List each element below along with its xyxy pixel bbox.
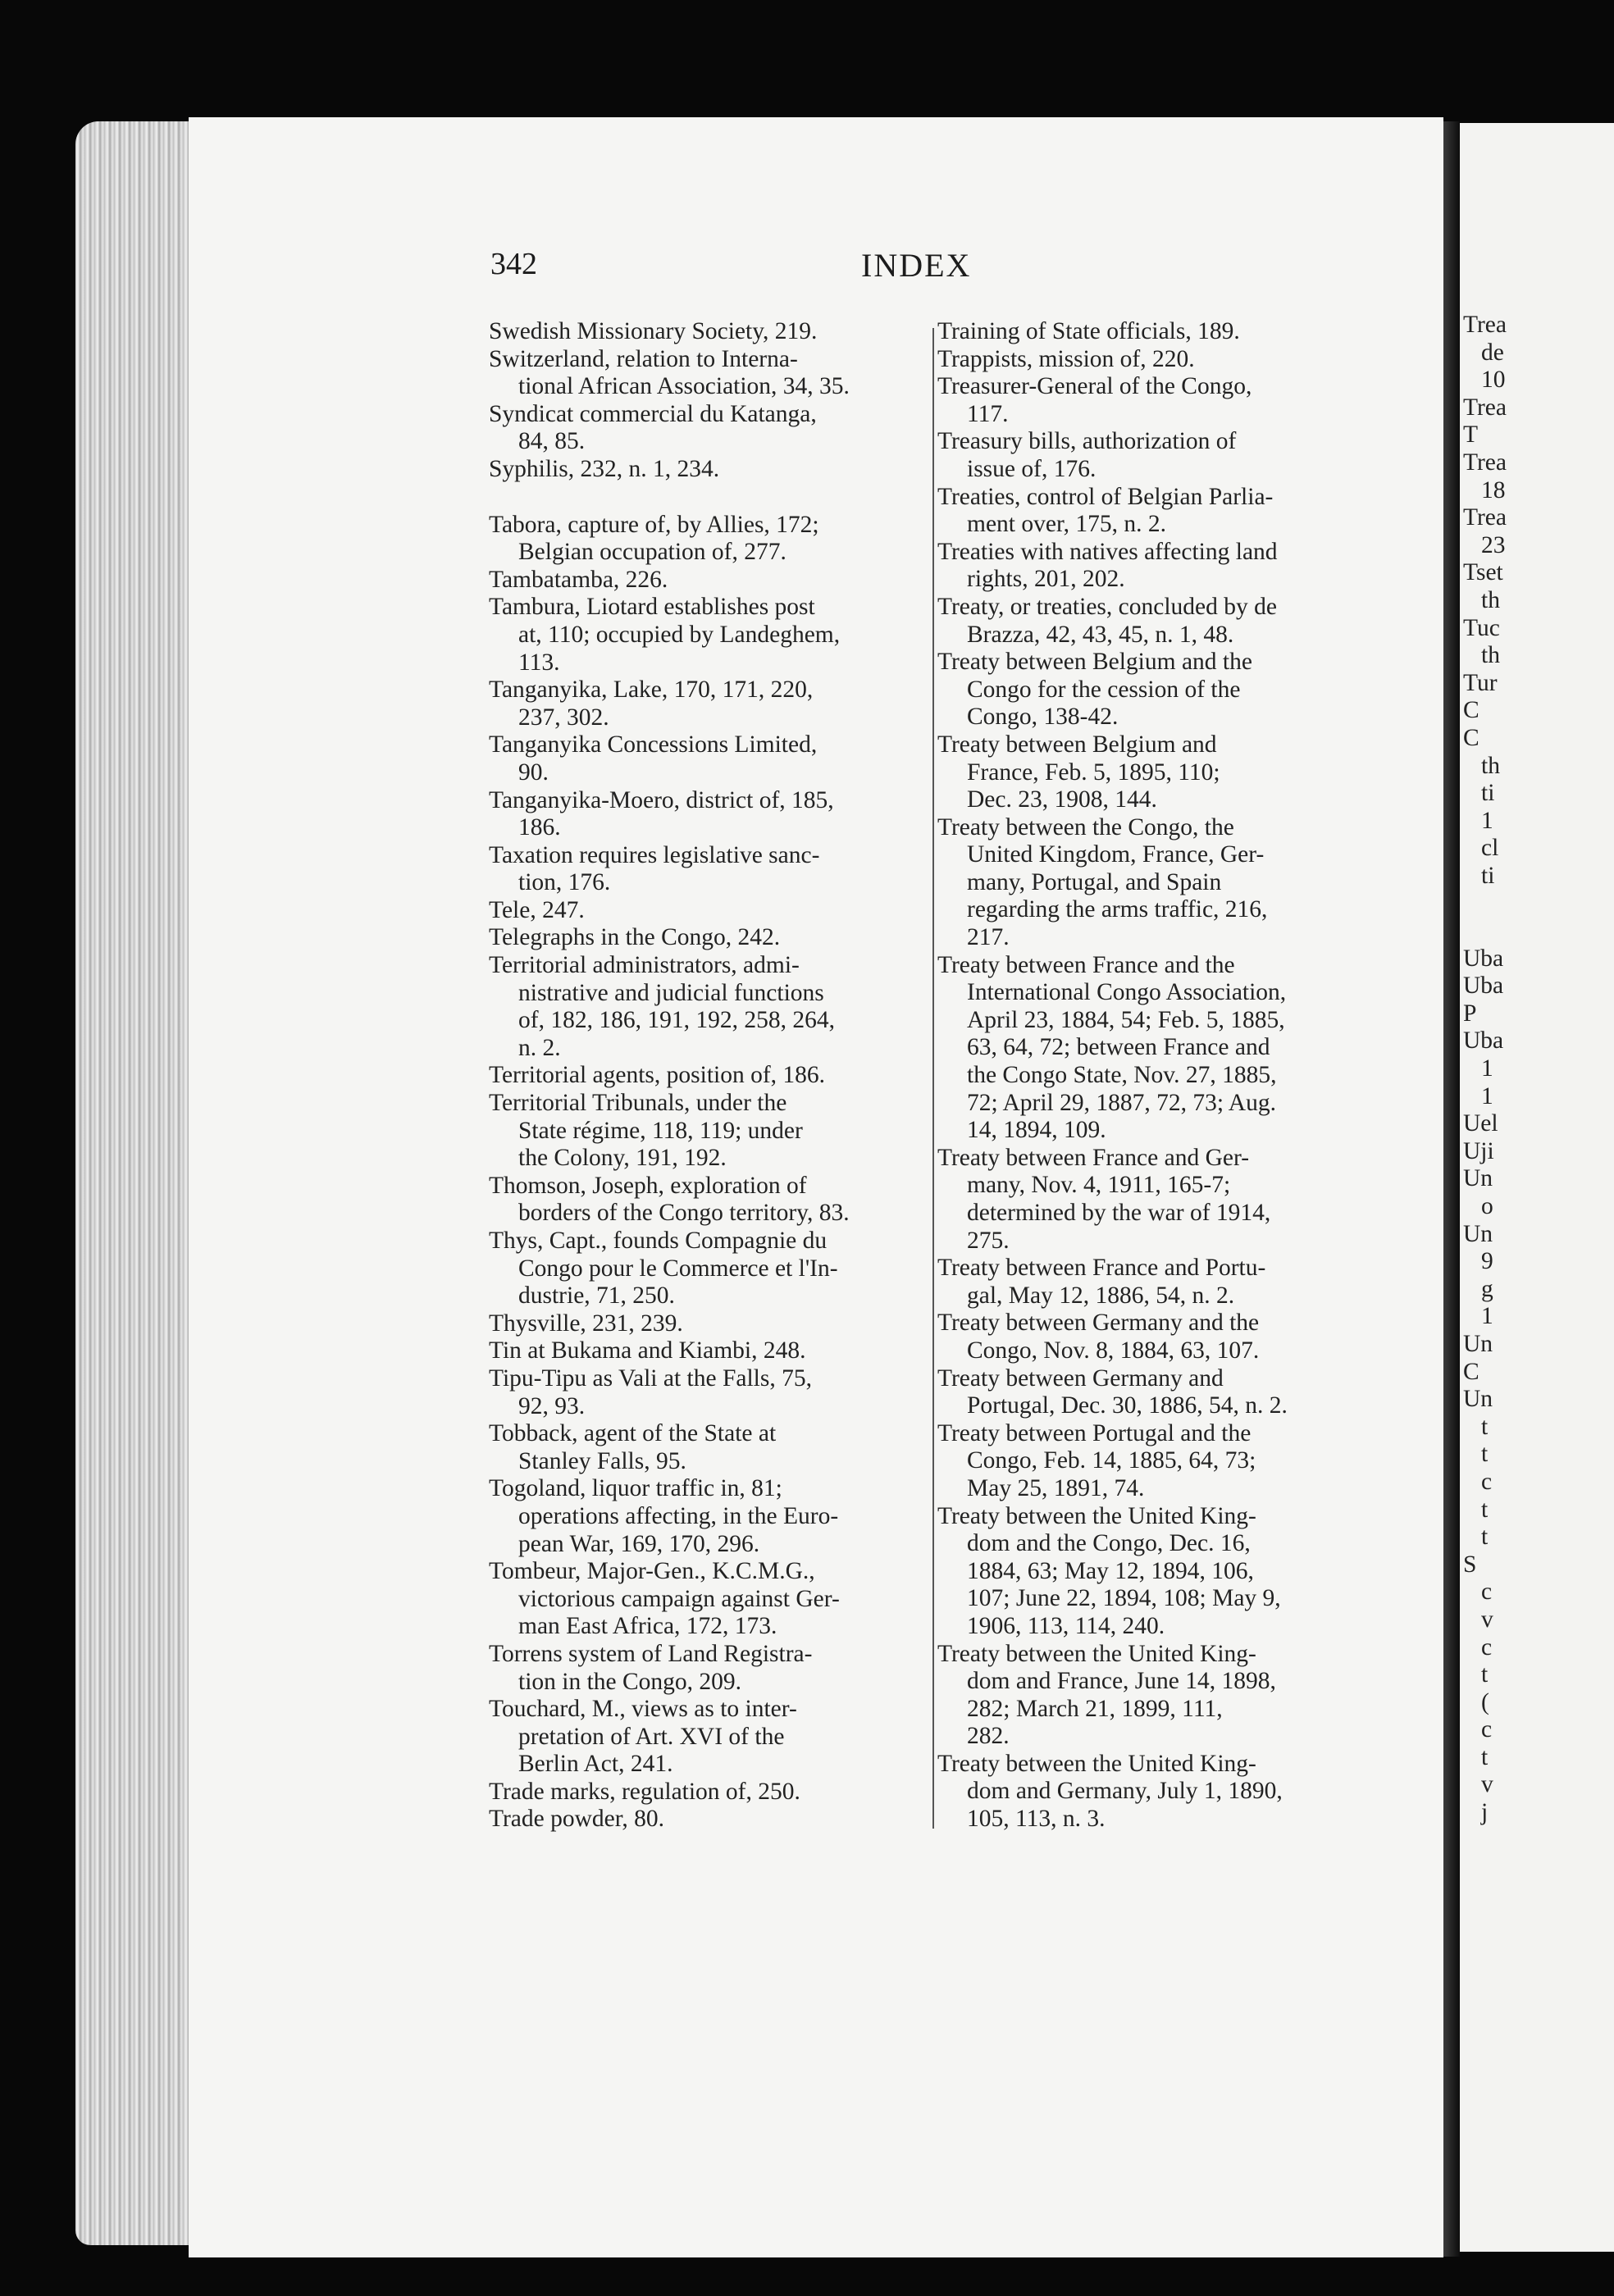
facing-page-line	[1463, 890, 1507, 918]
facing-page-line: t	[1481, 1661, 1489, 1688]
index-entry: Togoland, liquor traffic in, 81; operations affecting, in the Euro- pean War, 169, 170, 296.	[489, 1475, 839, 1557]
index-entry: Thys, Capt., founds Compagnie du Congo pour le Commerce et l'In- dustrie, 71, 250.	[489, 1228, 838, 1310]
facing-page-line: Tuc	[1463, 614, 1500, 641]
index-column-right	[937, 318, 1361, 1834]
facing-page-line: t	[1481, 1441, 1489, 1468]
index-entry: Territorial Tribunals, under the State régime, 118, 119; under the Colony, 191, 192.	[489, 1090, 803, 1172]
index-entry: Thomson, Joseph, exploration of borders of the Congo territory, 83.	[489, 1172, 850, 1227]
facing-page-line: Tur	[1463, 669, 1498, 696]
letter-section-gap	[489, 484, 907, 512]
index-entry: Torrens system of Land Registra- tion in the Congo, 209.	[489, 1640, 813, 1695]
index-entry: Treaty between France and Ger- many, Nov. 4, 1911, 165-7; determined by the war of 1914, 275.	[937, 1144, 1271, 1254]
facing-page-line: Un	[1463, 1330, 1493, 1357]
index-entry: Tambatamba, 226.	[489, 566, 668, 593]
facing-page-line: th	[1481, 752, 1500, 779]
index-entry: Tombeur, Major-Gen., K.C.M.G., victorious campaign against Ger- man East Africa, 172, 173.	[489, 1558, 840, 1640]
index-entry: Tin at Bukama and Kiambi, 248.	[489, 1337, 806, 1364]
index-entry: Treaty between France and the International Congo Association, April 23, 1884, 54; Feb. 5, 1885, 63, 64, 72; between France and the Congo State, Nov. 27, 1885, 72; April 29, 1887, 72, 73; Aug. 14, 1894, 109.	[937, 951, 1287, 1144]
facing-page-line: Uba	[1463, 945, 1504, 972]
index-entry: Territorial administrators, admi- nistrative and judicial functions of, 182, 186, 191, 192, 258, 264, n. 2.	[489, 952, 835, 1061]
index-entry: Telegraphs in the Congo, 242.	[489, 924, 781, 951]
index-column-left	[489, 318, 907, 1834]
index-entry: Touchard, M., views as to inter- pretation of Art. XVI of the Berlin Act, 241.	[489, 1696, 797, 1778]
facing-page-line: ti	[1481, 862, 1495, 889]
index-entry: Thysville, 231, 239.	[489, 1310, 683, 1337]
index-entry: Treaty between the United King- dom and the Congo, Dec. 16, 1884, 63; May 12, 1894, 106, 107; June 22, 1894, 108; May 9, 1906, 113, 114, 240.	[937, 1502, 1281, 1639]
facing-page-line: v	[1481, 1606, 1493, 1633]
facing-page-line: Tset	[1463, 559, 1503, 586]
facing-page-line: c	[1481, 1633, 1493, 1660]
facing-page-line: S	[1463, 1551, 1477, 1578]
index-entry: Treaty between Belgium and the Congo for the cession of the Congo, 138-42.	[937, 649, 1252, 731]
index-entry: Treaty between Germany and the Congo, Nov. 8, 1884, 63, 107.	[937, 1310, 1260, 1364]
facing-page-line: Un	[1463, 1386, 1493, 1413]
index-entry: Tipu-Tipu as Vali at the Falls, 75, 92, 93.	[489, 1364, 812, 1419]
facing-page-line: v	[1481, 1771, 1493, 1798]
index-entry: Territorial agents, position of, 186.	[489, 1062, 826, 1089]
running-head: INDEX	[861, 247, 972, 284]
index-entry: Tambura, Liotard establishes post at, 110; occupied by Landeghem, 113.	[489, 594, 841, 676]
facing-page-line: j	[1481, 1799, 1489, 1826]
facing-page-line: t	[1481, 1743, 1489, 1770]
index-entry: Tele, 247.	[489, 896, 585, 923]
facing-page-line: th	[1481, 642, 1500, 669]
index-entry: Treaty between France and Portu- gal, May 12, 1886, 54, n. 2.	[937, 1255, 1266, 1309]
facing-page-line: th	[1481, 586, 1500, 613]
index-entry: Treaty between the United King- dom and France, June 14, 1898, 282; March 21, 1899, 111, 282.	[937, 1640, 1276, 1750]
facing-page-line: de	[1481, 339, 1504, 366]
page-edges	[75, 121, 198, 2245]
facing-page-line: Trea	[1463, 394, 1507, 421]
index-entry: Swedish Missionary Society, 219.	[489, 318, 818, 344]
facing-page-line: Trea	[1463, 449, 1507, 476]
index-entry: Training of State officials, 189.	[937, 318, 1240, 344]
facing-page-text-fragment	[1463, 312, 1507, 1827]
index-entry: Switzerland, relation to Interna- tional African Association, 34, 35.	[489, 345, 850, 400]
facing-page-line: cl	[1481, 835, 1499, 862]
facing-page-line: Uba	[1463, 973, 1504, 1000]
index-entry: Syndicat commercial du Katanga, 84, 85.	[489, 400, 817, 455]
facing-page-line: c	[1481, 1468, 1493, 1495]
facing-page-line: 9	[1481, 1248, 1493, 1275]
facing-page-line: o	[1481, 1193, 1493, 1219]
index-entry: Tobback, agent of the State at Stanley Falls, 95.	[489, 1420, 777, 1474]
index-entry: Treaty between the Congo, the United Kingdom, France, Ger- many, Portugal, and Spain regarding the arms traffic, 216, 217.	[937, 813, 1268, 951]
facing-page-line: Uba	[1463, 1027, 1504, 1055]
index-entry: Taxation requires legislative sanc- tion, 176.	[489, 841, 820, 896]
index-entry: Tanganyika-Moero, district of, 185, 186.	[489, 786, 834, 841]
index-entry: Tanganyika, Lake, 170, 171, 220, 237, 302.	[489, 676, 814, 731]
facing-page-line: Un	[1463, 1220, 1493, 1247]
facing-page-line: (	[1481, 1688, 1489, 1715]
facing-page-line: t	[1481, 1413, 1489, 1440]
facing-page-line: 1	[1481, 807, 1493, 834]
index-entry: Treaty, or treaties, concluded by de Brazza, 42, 43, 45, n. 1, 48.	[937, 593, 1277, 648]
facing-page	[1460, 123, 1614, 2252]
index-entry: Treaty between the United King- dom and Germany, July 1, 1890, 105, 113, n. 3.	[937, 1750, 1283, 1833]
facing-page-line: C	[1463, 1358, 1480, 1385]
facing-page-line: 1	[1481, 1303, 1493, 1330]
index-entry: Treaty between Germany and Portugal, Dec. 30, 1886, 54, n. 2.	[937, 1364, 1288, 1419]
facing-page-line: t	[1481, 1524, 1489, 1551]
facing-page-line: T	[1463, 421, 1479, 449]
facing-page-line: 23	[1481, 531, 1506, 558]
facing-page-line: 1	[1481, 1055, 1493, 1082]
index-entry: Treaties, control of Belgian Parlia- ment over, 175, n. 2.	[937, 483, 1274, 538]
index-entry: Trappists, mission of, 220.	[937, 345, 1195, 372]
index-entry: Trade marks, regulation of, 250.	[489, 1778, 800, 1805]
book-gutter	[1443, 121, 1460, 2257]
facing-page-line: g	[1481, 1275, 1493, 1302]
facing-page-line: c	[1481, 1578, 1493, 1606]
facing-page-line: ti	[1481, 780, 1495, 807]
facing-page-line: Uji	[1463, 1137, 1494, 1164]
index-entry: Treaties with natives affecting land rights, 201, 202.	[937, 538, 1278, 593]
facing-page-line: C	[1463, 724, 1480, 751]
facing-page-line: c	[1481, 1716, 1493, 1743]
index-entry: Syphilis, 232, n. 1, 234.	[489, 455, 720, 482]
index-entry: Trade powder, 80.	[489, 1806, 665, 1833]
facing-page-line: P	[1463, 1000, 1477, 1027]
index-entry: Treasurer-General of the Congo, 117.	[937, 373, 1252, 427]
facing-page-line: Trea	[1463, 312, 1507, 338]
column-divider	[932, 328, 934, 1829]
facing-page-line	[1463, 918, 1507, 945]
index-entry: Treaty between Portugal and the Congo, Feb. 14, 1885, 64, 73; May 25, 1891, 74.	[937, 1419, 1256, 1501]
facing-page-line: t	[1481, 1496, 1489, 1523]
index-entry: Tanganyika Concessions Limited, 90.	[489, 731, 818, 786]
facing-page-line: 18	[1481, 476, 1506, 503]
facing-page-line: Un	[1463, 1165, 1493, 1192]
facing-page-line: 10	[1481, 367, 1506, 394]
facing-page-line: 1	[1481, 1082, 1493, 1109]
facing-page-line: Uel	[1463, 1110, 1498, 1137]
index-entry: Treasury bills, authorization of issue of, 176.	[937, 428, 1237, 482]
facing-page-line: C	[1463, 697, 1480, 724]
index-entry: Treaty between Belgium and France, Feb. 5, 1895, 110; Dec. 23, 1908, 144.	[937, 731, 1220, 813]
page-number: 342	[490, 247, 537, 281]
index-entry: Tabora, capture of, by Allies, 172; Belgian occupation of, 277.	[489, 511, 819, 566]
facing-page-line: Trea	[1463, 504, 1507, 531]
